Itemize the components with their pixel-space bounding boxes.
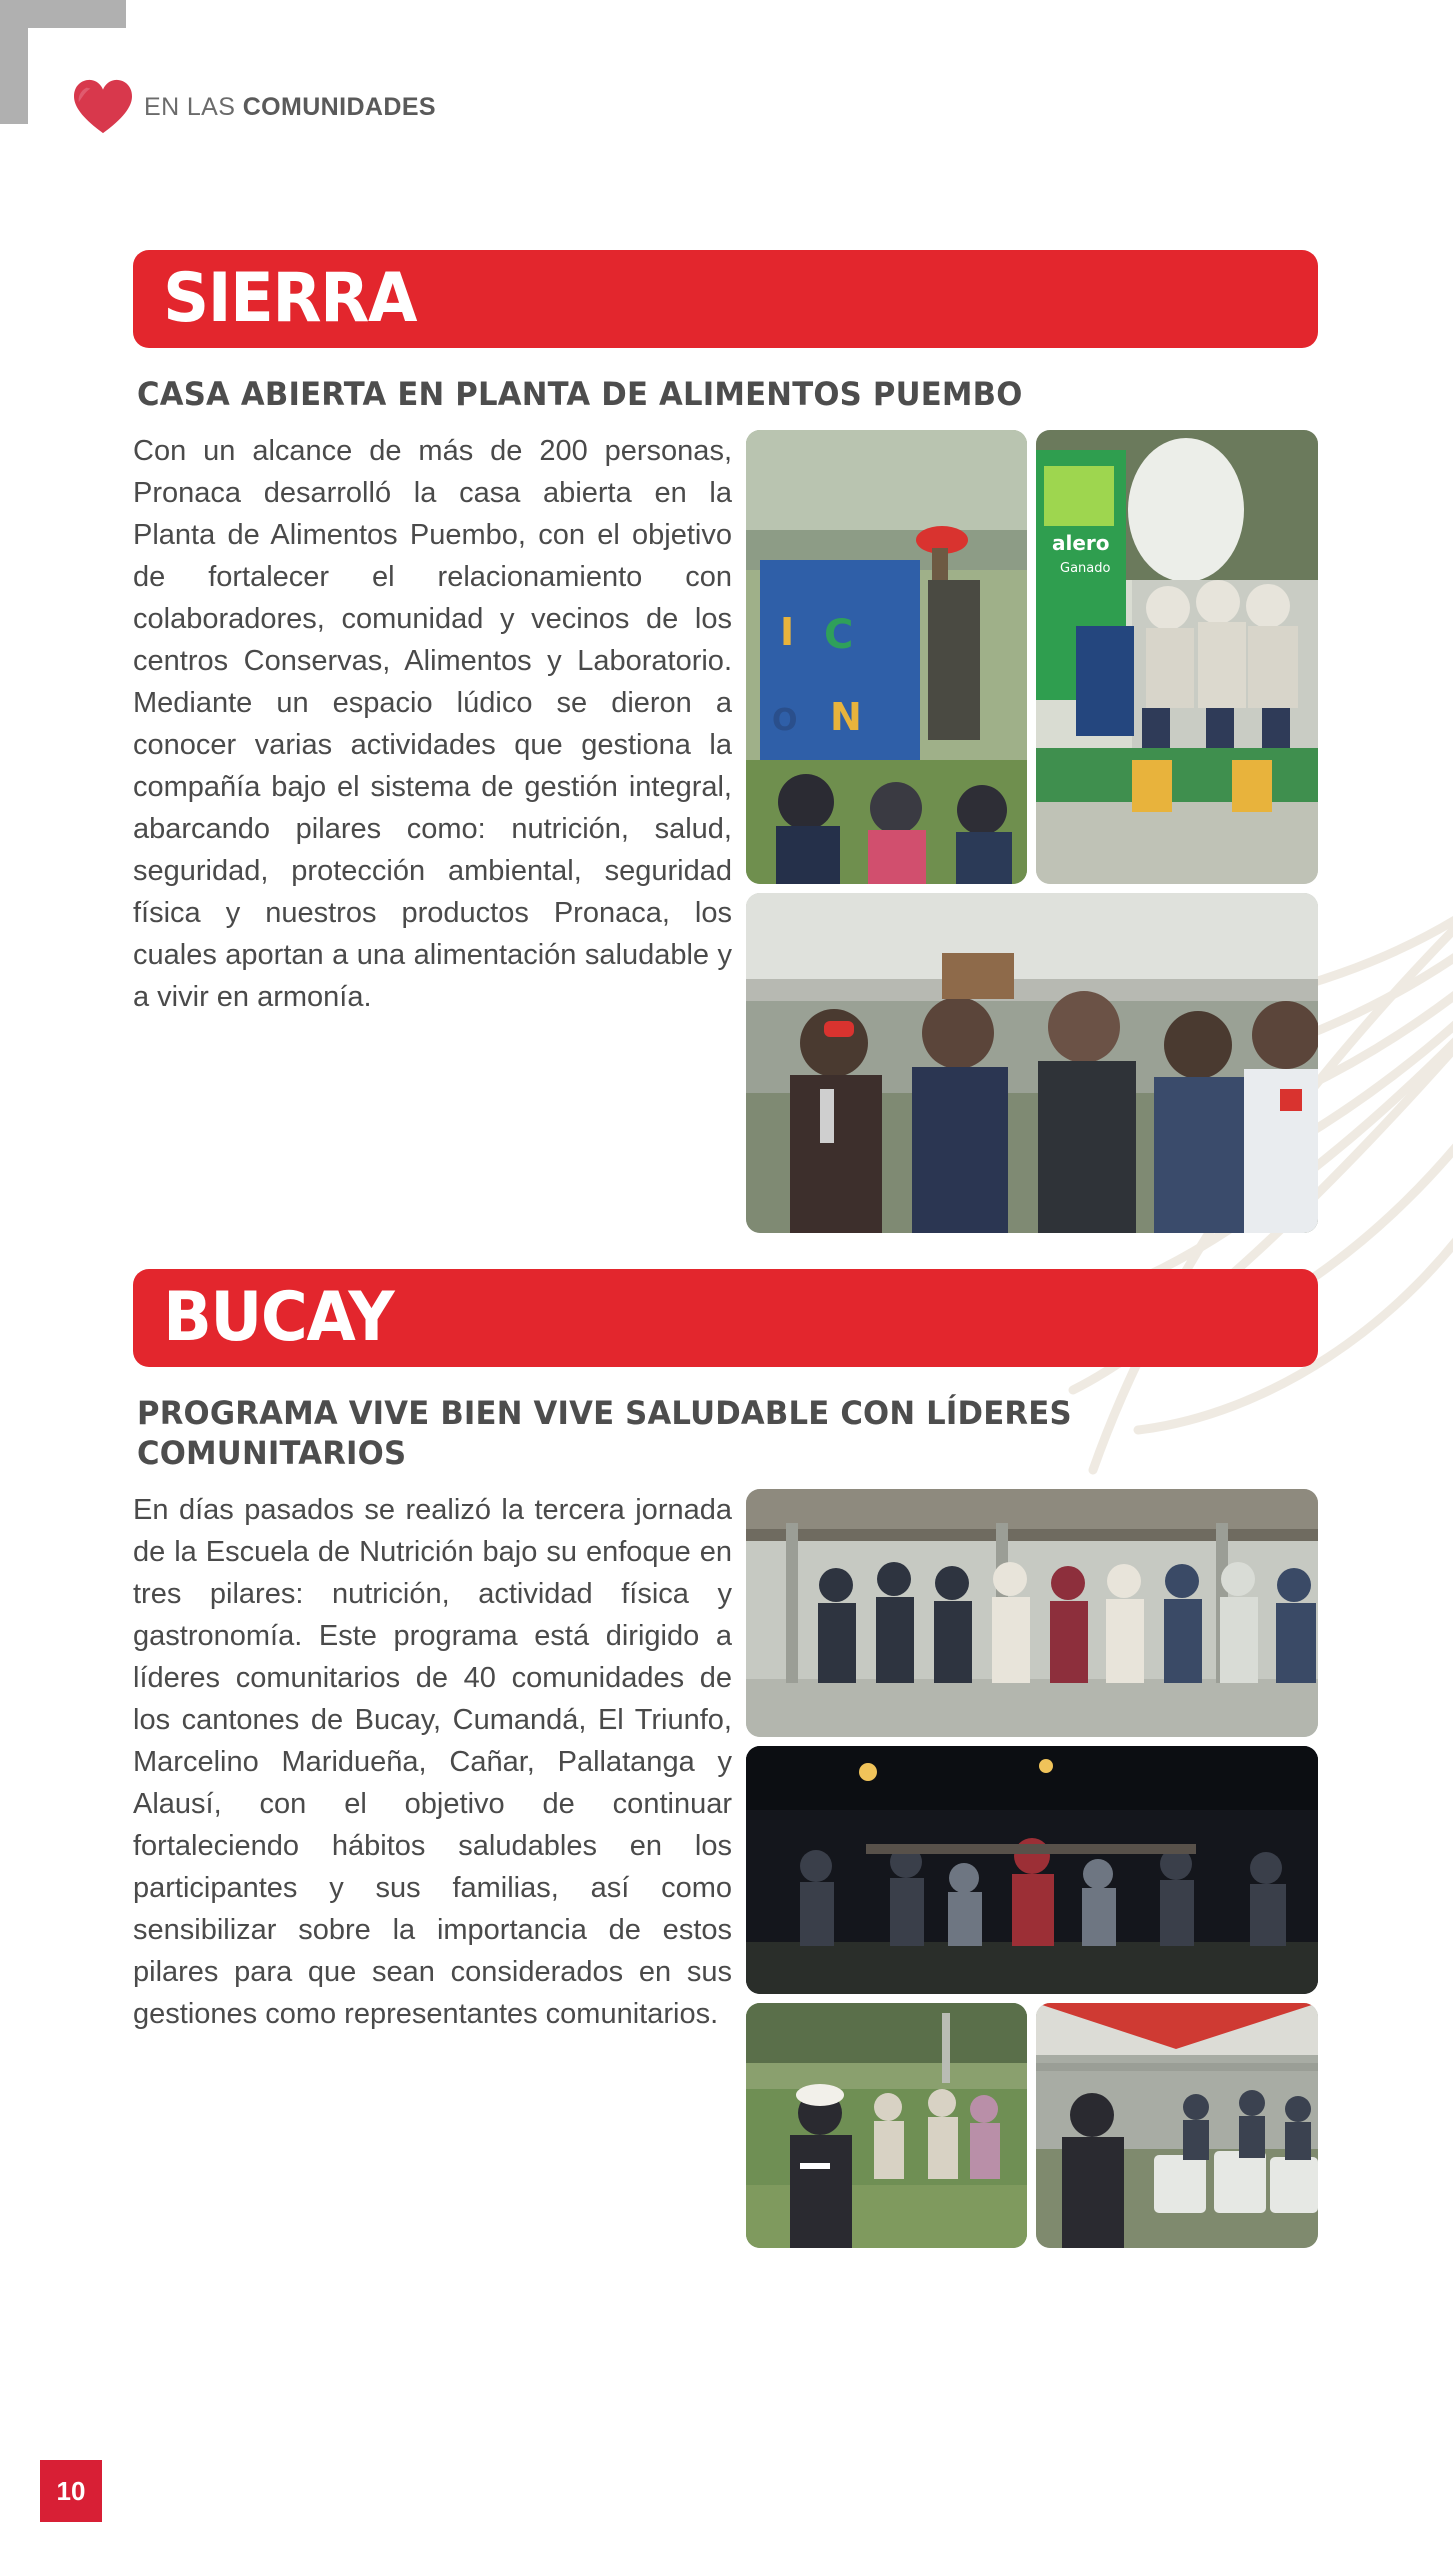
svg-text:Ganado: Ganado bbox=[1060, 561, 1111, 576]
photo-sierra-mascot-children bbox=[746, 430, 1027, 884]
masthead-label bbox=[144, 93, 436, 122]
page-number-text: 10 bbox=[56, 2476, 86, 2506]
photo-sierra-group-tent bbox=[746, 893, 1318, 1233]
section-body-bucay bbox=[133, 1489, 1318, 2248]
photo-bucay-group-shelter bbox=[746, 1489, 1318, 1737]
masthead-label-bold: COMUNIDADES bbox=[242, 92, 436, 121]
svg-text:I: I bbox=[780, 610, 795, 654]
corner-bar-vertical bbox=[0, 0, 28, 124]
photo-bucay-tent-session bbox=[1036, 2003, 1318, 2248]
page-number-badge bbox=[40, 2460, 102, 2522]
photo-row bbox=[746, 2003, 1318, 2248]
svg-text:O: O bbox=[772, 703, 798, 738]
region-banner-sierra bbox=[133, 250, 1318, 348]
svg-text:C: C bbox=[824, 612, 854, 658]
heart-icon bbox=[72, 78, 134, 136]
region-banner-title: BUCAY bbox=[163, 1278, 394, 1357]
photo-stack-sierra bbox=[746, 430, 1318, 1233]
section-sierra bbox=[133, 250, 1318, 1233]
masthead-label-light: EN LAS bbox=[144, 92, 243, 121]
section-heading-sierra: CASA ABIERTA EN PLANTA DE ALIMENTOS PUEMBO bbox=[137, 375, 1023, 413]
body-text-sierra bbox=[133, 430, 732, 1018]
body-text-bucay bbox=[133, 1489, 732, 2035]
svg-text:alero: alero bbox=[1052, 531, 1110, 555]
section-body-sierra bbox=[133, 430, 1318, 1233]
body-paragraph: En días pasados se realizó la tercera jornada de la Escuela de Nutrición bajo su enfoque en tres pilares: nutrición, actividad física y gastronomía. Este programa está dirigido a líderes comunitarios de 40 comunidades de los cantones de Bucay, Cumandá, El Triunfo, Marcelino Maridueña, Cañar, Pallatanga y Alausí, con el objetivo de continuar fortaleciendo hábitos saludables en los participantes y sus familias, así como sensibilizar sobre la importancia de estos pilares para que sean considerados en sus gestiones como representantes comunitarios. bbox=[133, 1494, 732, 2030]
svg-text:N: N bbox=[830, 695, 862, 739]
section-bucay bbox=[133, 1269, 1318, 2248]
photo-bucay-group-night bbox=[746, 1746, 1318, 1994]
photo-sierra-game-stand bbox=[1036, 430, 1318, 884]
page-content bbox=[133, 250, 1318, 2248]
region-banner-bucay bbox=[133, 1269, 1318, 1367]
photo-row bbox=[746, 430, 1318, 884]
body-paragraph: Con un alcance de más de 200 personas, Pronaca desarrolló la casa abierta en la Planta de Alimentos Puembo, con el objetivo de fortalecer el relacionamiento con colaboradores, comunidad y vecinos de los centros Conservas, Alimentos y Laboratorio. Mediante un espacio lúdico se dieron a conocer varias actividades que gestiona la compañía bajo el sistema de gestión integral, abarcando pilares como: nutrición, salud, seguridad, protección ambiental, seguridad física y nuestros productos Pronaca, los cuales aportan a una alimentación saludable y a vivir en armonía. bbox=[133, 435, 732, 1013]
section-heading-bucay: PROGRAMA VIVE BIEN VIVE SALUDABLE CON LÍDERES COMUNITARIOS bbox=[137, 1394, 1072, 1472]
photo-bucay-outdoor-activity bbox=[746, 2003, 1027, 2248]
region-banner-title: SIERRA bbox=[163, 259, 417, 338]
photo-stack-bucay bbox=[746, 1489, 1318, 2248]
masthead bbox=[72, 78, 436, 136]
